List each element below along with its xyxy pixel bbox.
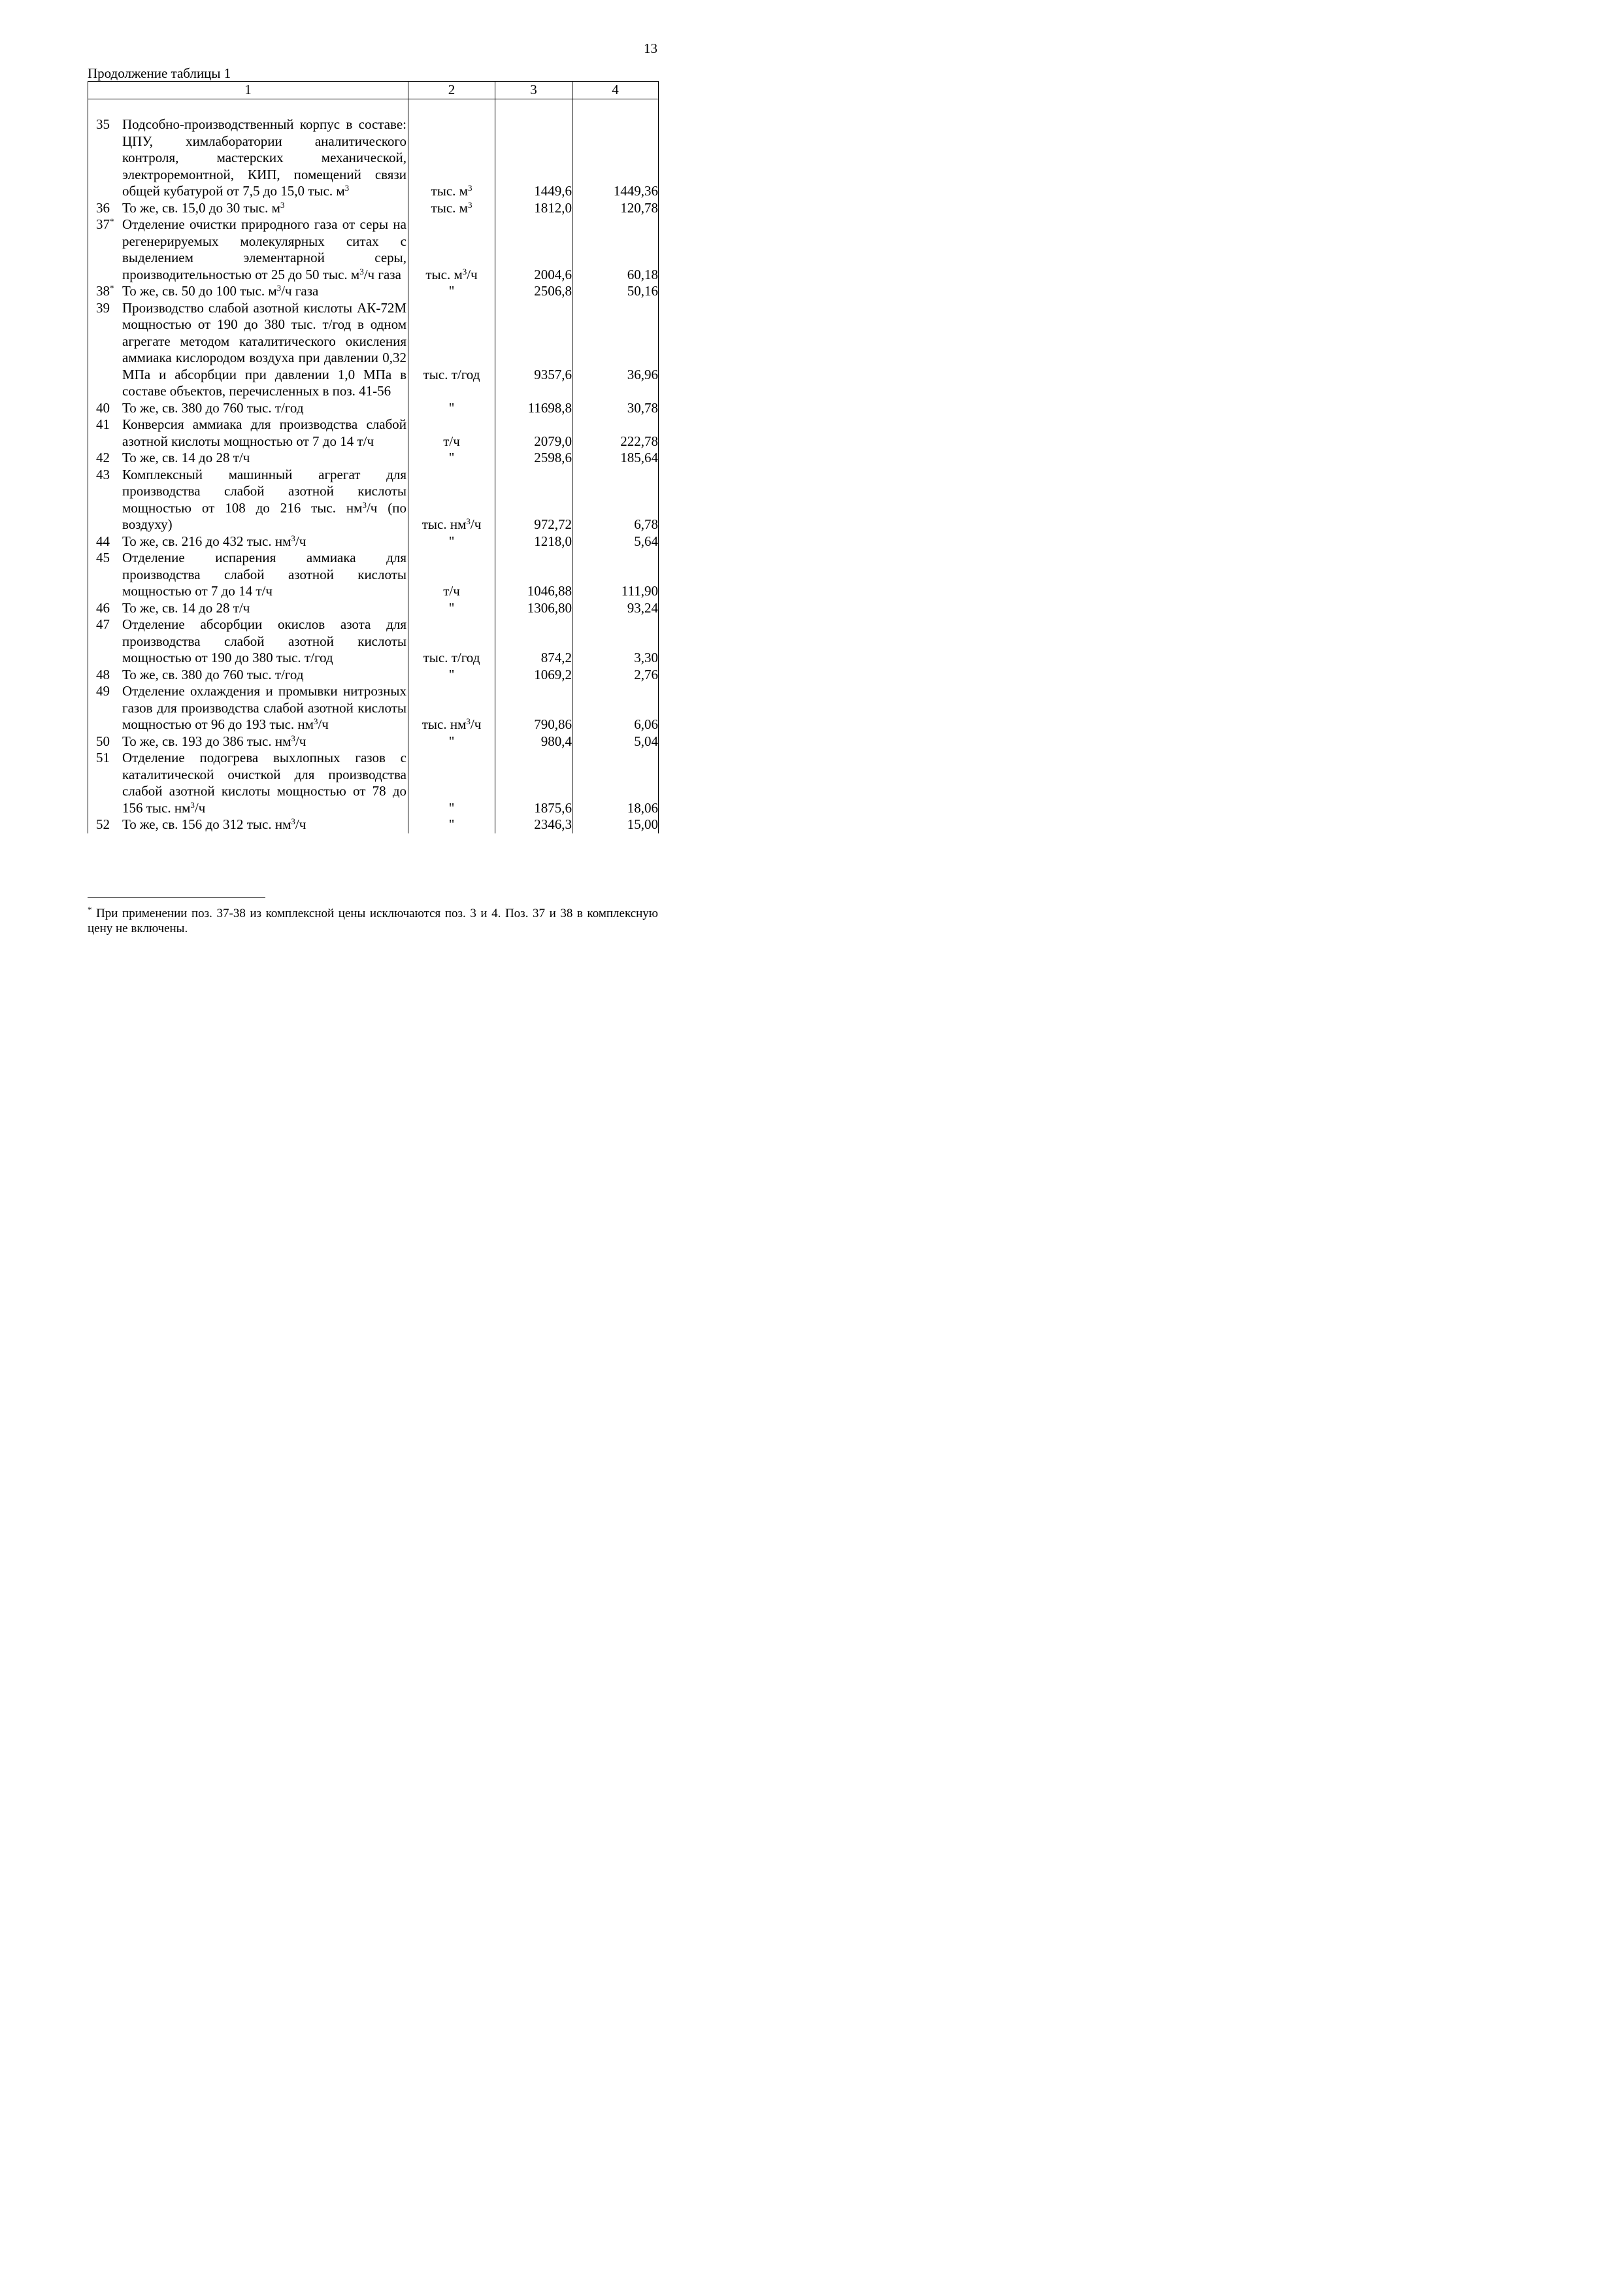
- item-description: То же, св. 50 до 100 тыс. $м^3/ч$ газа: [122, 283, 319, 299]
- table-row: [88, 200, 659, 217]
- footnote-text: При применении поз. 37-38 из комплексной цены исключаются поз. 3 и 4. Поз. 37 и 38 в комплексную цену не включены.: [88, 907, 658, 935]
- table-header-row: [88, 82, 659, 99]
- description-cell: [88, 533, 408, 550]
- description-cell: [88, 450, 408, 467]
- item-number: 51: [96, 750, 110, 765]
- column-header: 4: [572, 82, 659, 99]
- footnote-mark: *: [88, 905, 92, 914]
- item-description: То же, св. 156 до 312 тыс. $нм^3/ч$: [122, 816, 307, 832]
- footnote: [88, 906, 658, 936]
- unit-cell: тыс. т/год: [408, 300, 495, 400]
- unit-cell: тыс. $нм^3/ч$: [408, 683, 495, 733]
- description-cell: [88, 600, 408, 617]
- item-number: 36: [96, 199, 110, 216]
- price-cell: 790,86: [495, 683, 572, 733]
- page-number: 13: [644, 41, 657, 56]
- table-row: [88, 733, 659, 750]
- table-row: [88, 283, 659, 300]
- unit-cell: ": [408, 750, 495, 816]
- coefficient-cell: 120,78: [572, 200, 659, 217]
- coefficient-cell: 5,64: [572, 533, 659, 550]
- description-cell: [88, 400, 408, 417]
- coefficient-cell: 111,90: [572, 550, 659, 600]
- coefficient-cell: 18,06: [572, 750, 659, 816]
- table-row: [88, 216, 659, 283]
- coefficient-cell: 30,78: [572, 400, 659, 417]
- item-description: То же, св. 14 до 28 т/ч: [122, 599, 250, 616]
- item-number: 37*: [96, 216, 114, 232]
- footnote-ref: *: [110, 283, 114, 293]
- unit-cell: тыс. $нм^3/ч$: [408, 467, 495, 533]
- item-description: Подсобно-производственный корпус в составе: ЦПУ, химлаборатории аналитического контроля, мастерских механической, электроремонтной, КИП, помещений связи общей кубатурой от 7,5 до 15,0 тыс. $м^3$: [122, 116, 406, 199]
- price-cell: 1449,6: [495, 116, 572, 200]
- table-row: [88, 300, 659, 400]
- table-row: [88, 750, 659, 816]
- description-cell: [88, 733, 408, 750]
- column-header: 1: [88, 82, 408, 99]
- description-cell: [88, 467, 408, 533]
- table-row: [88, 683, 659, 733]
- price-table: [88, 81, 658, 833]
- description-cell: [88, 616, 408, 667]
- item-description: Отделение испарения аммиака для производства слабой азотной кислоты мощностью от 7 до 14 т/ч: [122, 550, 406, 599]
- item-number: 50: [96, 733, 110, 749]
- description-cell: [88, 550, 408, 600]
- table-row: [88, 416, 659, 450]
- item-number: 45: [96, 550, 110, 565]
- coefficient-cell: 5,04: [572, 733, 659, 750]
- item-number: 40: [96, 399, 110, 416]
- coefficient-cell: 222,78: [572, 416, 659, 450]
- coefficient-cell: 6,78: [572, 467, 659, 533]
- item-description: То же, св. 193 до 386 тыс. $нм^3/ч$: [122, 733, 307, 749]
- unit-cell: ": [408, 733, 495, 750]
- item-number: 43: [96, 466, 110, 482]
- description-cell: [88, 200, 408, 217]
- item-description: То же, св. 15,0 до 30 тыс. $м^3$: [122, 199, 285, 216]
- table-row: [88, 400, 659, 417]
- table-row: [88, 467, 659, 533]
- price-cell: 972,72: [495, 467, 572, 533]
- description-cell: [88, 216, 408, 283]
- coefficient-cell: 3,30: [572, 616, 659, 667]
- unit-cell: тыс. $м^3/ч$: [408, 216, 495, 283]
- unit-cell: ": [408, 600, 495, 617]
- price-cell: 2346,3: [495, 816, 572, 833]
- item-number: 52: [96, 816, 110, 832]
- table-row: [88, 616, 659, 667]
- item-description: То же, св. 14 до 28 т/ч: [122, 450, 250, 465]
- price-cell: 1046,88: [495, 550, 572, 600]
- item-description: Производство слабой азотной кислоты АК-72М мощностью от 190 до 380 тыс. т/год в одном агрегате методом каталитического окисления аммиака кислородом воздуха при давлении 0,32 МПа и абсорбции при давлении 1,0 МПа в составе объектов, перечисленных в поз. 41-56: [122, 299, 406, 399]
- item-description: Отделение очистки природного газа от серы на регенерируемых молекулярных ситах с выделением элементарной серы, производительностью от 25 до 50 тыс. $м^3/ч$ газа: [122, 216, 406, 282]
- description-cell: [88, 300, 408, 400]
- price-cell: 980,4: [495, 733, 572, 750]
- unit-cell: ": [408, 667, 495, 684]
- footnote-separator: [88, 897, 265, 898]
- coefficient-cell: 1449,36: [572, 116, 659, 200]
- price-cell: 9357,6: [495, 300, 572, 400]
- coefficient-cell: 36,96: [572, 300, 659, 400]
- price-cell: 1069,2: [495, 667, 572, 684]
- item-description: Отделение охлаждения и промывки нитрозных газов для производства слабой азотной кислоты мощностью от 96 до 193 тыс. $нм^3/ч$: [122, 683, 406, 732]
- price-cell: 874,2: [495, 616, 572, 667]
- price-cell: 1306,80: [495, 600, 572, 617]
- coefficient-cell: 60,18: [572, 216, 659, 283]
- description-cell: [88, 283, 408, 300]
- unit-cell: т/ч: [408, 550, 495, 600]
- price-cell: 2598,6: [495, 450, 572, 467]
- coefficient-cell: 93,24: [572, 600, 659, 617]
- table-spacer-row: [88, 99, 659, 117]
- item-number: 39: [96, 299, 110, 316]
- item-number: 42: [96, 450, 110, 465]
- coefficient-cell: 2,76: [572, 667, 659, 684]
- description-cell: [88, 416, 408, 450]
- price-cell: 2079,0: [495, 416, 572, 450]
- item-description: Комплексный машинный агрегат для производства слабой азотной кислоты мощностью от 108 до 216 тыс. $нм^3/ч$ (по воздуху): [122, 466, 406, 532]
- unit-cell: тыс. т/год: [408, 616, 495, 667]
- description-cell: [88, 750, 408, 816]
- item-number: 48: [96, 666, 110, 682]
- description-cell: [88, 667, 408, 684]
- item-description: То же, св. 380 до 760 тыс. т/год: [122, 399, 304, 416]
- item-number: 46: [96, 599, 110, 616]
- table-row: [88, 667, 659, 684]
- coefficient-cell: 185,64: [572, 450, 659, 467]
- price-cell: 11698,8: [495, 400, 572, 417]
- price-cell: 1218,0: [495, 533, 572, 550]
- description-cell: [88, 116, 408, 200]
- table-row: [88, 550, 659, 600]
- item-description: Отделение абсорбции окислов азота для производства слабой азотной кислоты мощностью от 190 до 380 тыс. т/год: [122, 616, 406, 665]
- price-cell: 2506,8: [495, 283, 572, 300]
- item-number: 49: [96, 683, 110, 699]
- price-cell: 1812,0: [495, 200, 572, 217]
- item-number: 47: [96, 616, 110, 632]
- coefficient-cell: 6,06: [572, 683, 659, 733]
- item-description: То же, св. 216 до 432 тыс. $нм^3/ч$: [122, 533, 307, 549]
- coefficient-cell: 50,16: [572, 283, 659, 300]
- table-row: [88, 533, 659, 550]
- table-row: [88, 116, 659, 200]
- table-caption: Продолжение таблицы 1: [88, 65, 231, 81]
- table-row: [88, 600, 659, 617]
- table-row: [88, 450, 659, 467]
- item-number: 41: [96, 416, 110, 432]
- price-cell: 2004,6: [495, 216, 572, 283]
- unit-cell: ": [408, 450, 495, 467]
- column-header: 3: [495, 82, 572, 99]
- item-number: 35: [96, 116, 110, 132]
- unit-cell: тыс. $м^3$: [408, 200, 495, 217]
- price-cell: 1875,6: [495, 750, 572, 816]
- coefficient-cell: 15,00: [572, 816, 659, 833]
- unit-cell: т/ч: [408, 416, 495, 450]
- unit-cell: тыс. $м^3$: [408, 116, 495, 200]
- footnote-ref: *: [110, 216, 114, 226]
- item-description: То же, св. 380 до 760 тыс. т/год: [122, 666, 304, 682]
- item-number: 38*: [96, 283, 114, 299]
- unit-cell: ": [408, 816, 495, 833]
- description-cell: [88, 816, 408, 833]
- unit-cell: ": [408, 533, 495, 550]
- item-description: Отделение подогрева выхлопных газов с каталитической очисткой для производства слабой азотной кислоты мощностью от 78 до 156 тыс. $нм^3/ч$: [122, 750, 406, 816]
- unit-cell: ": [408, 400, 495, 417]
- unit-cell: ": [408, 283, 495, 300]
- column-header: 2: [408, 82, 495, 99]
- item-number: 44: [96, 533, 110, 549]
- description-cell: [88, 683, 408, 733]
- item-description: Конверсия аммиака для производства слабой азотной кислоты мощностью от 7 до 14 т/ч: [122, 416, 406, 449]
- table-row: [88, 816, 659, 833]
